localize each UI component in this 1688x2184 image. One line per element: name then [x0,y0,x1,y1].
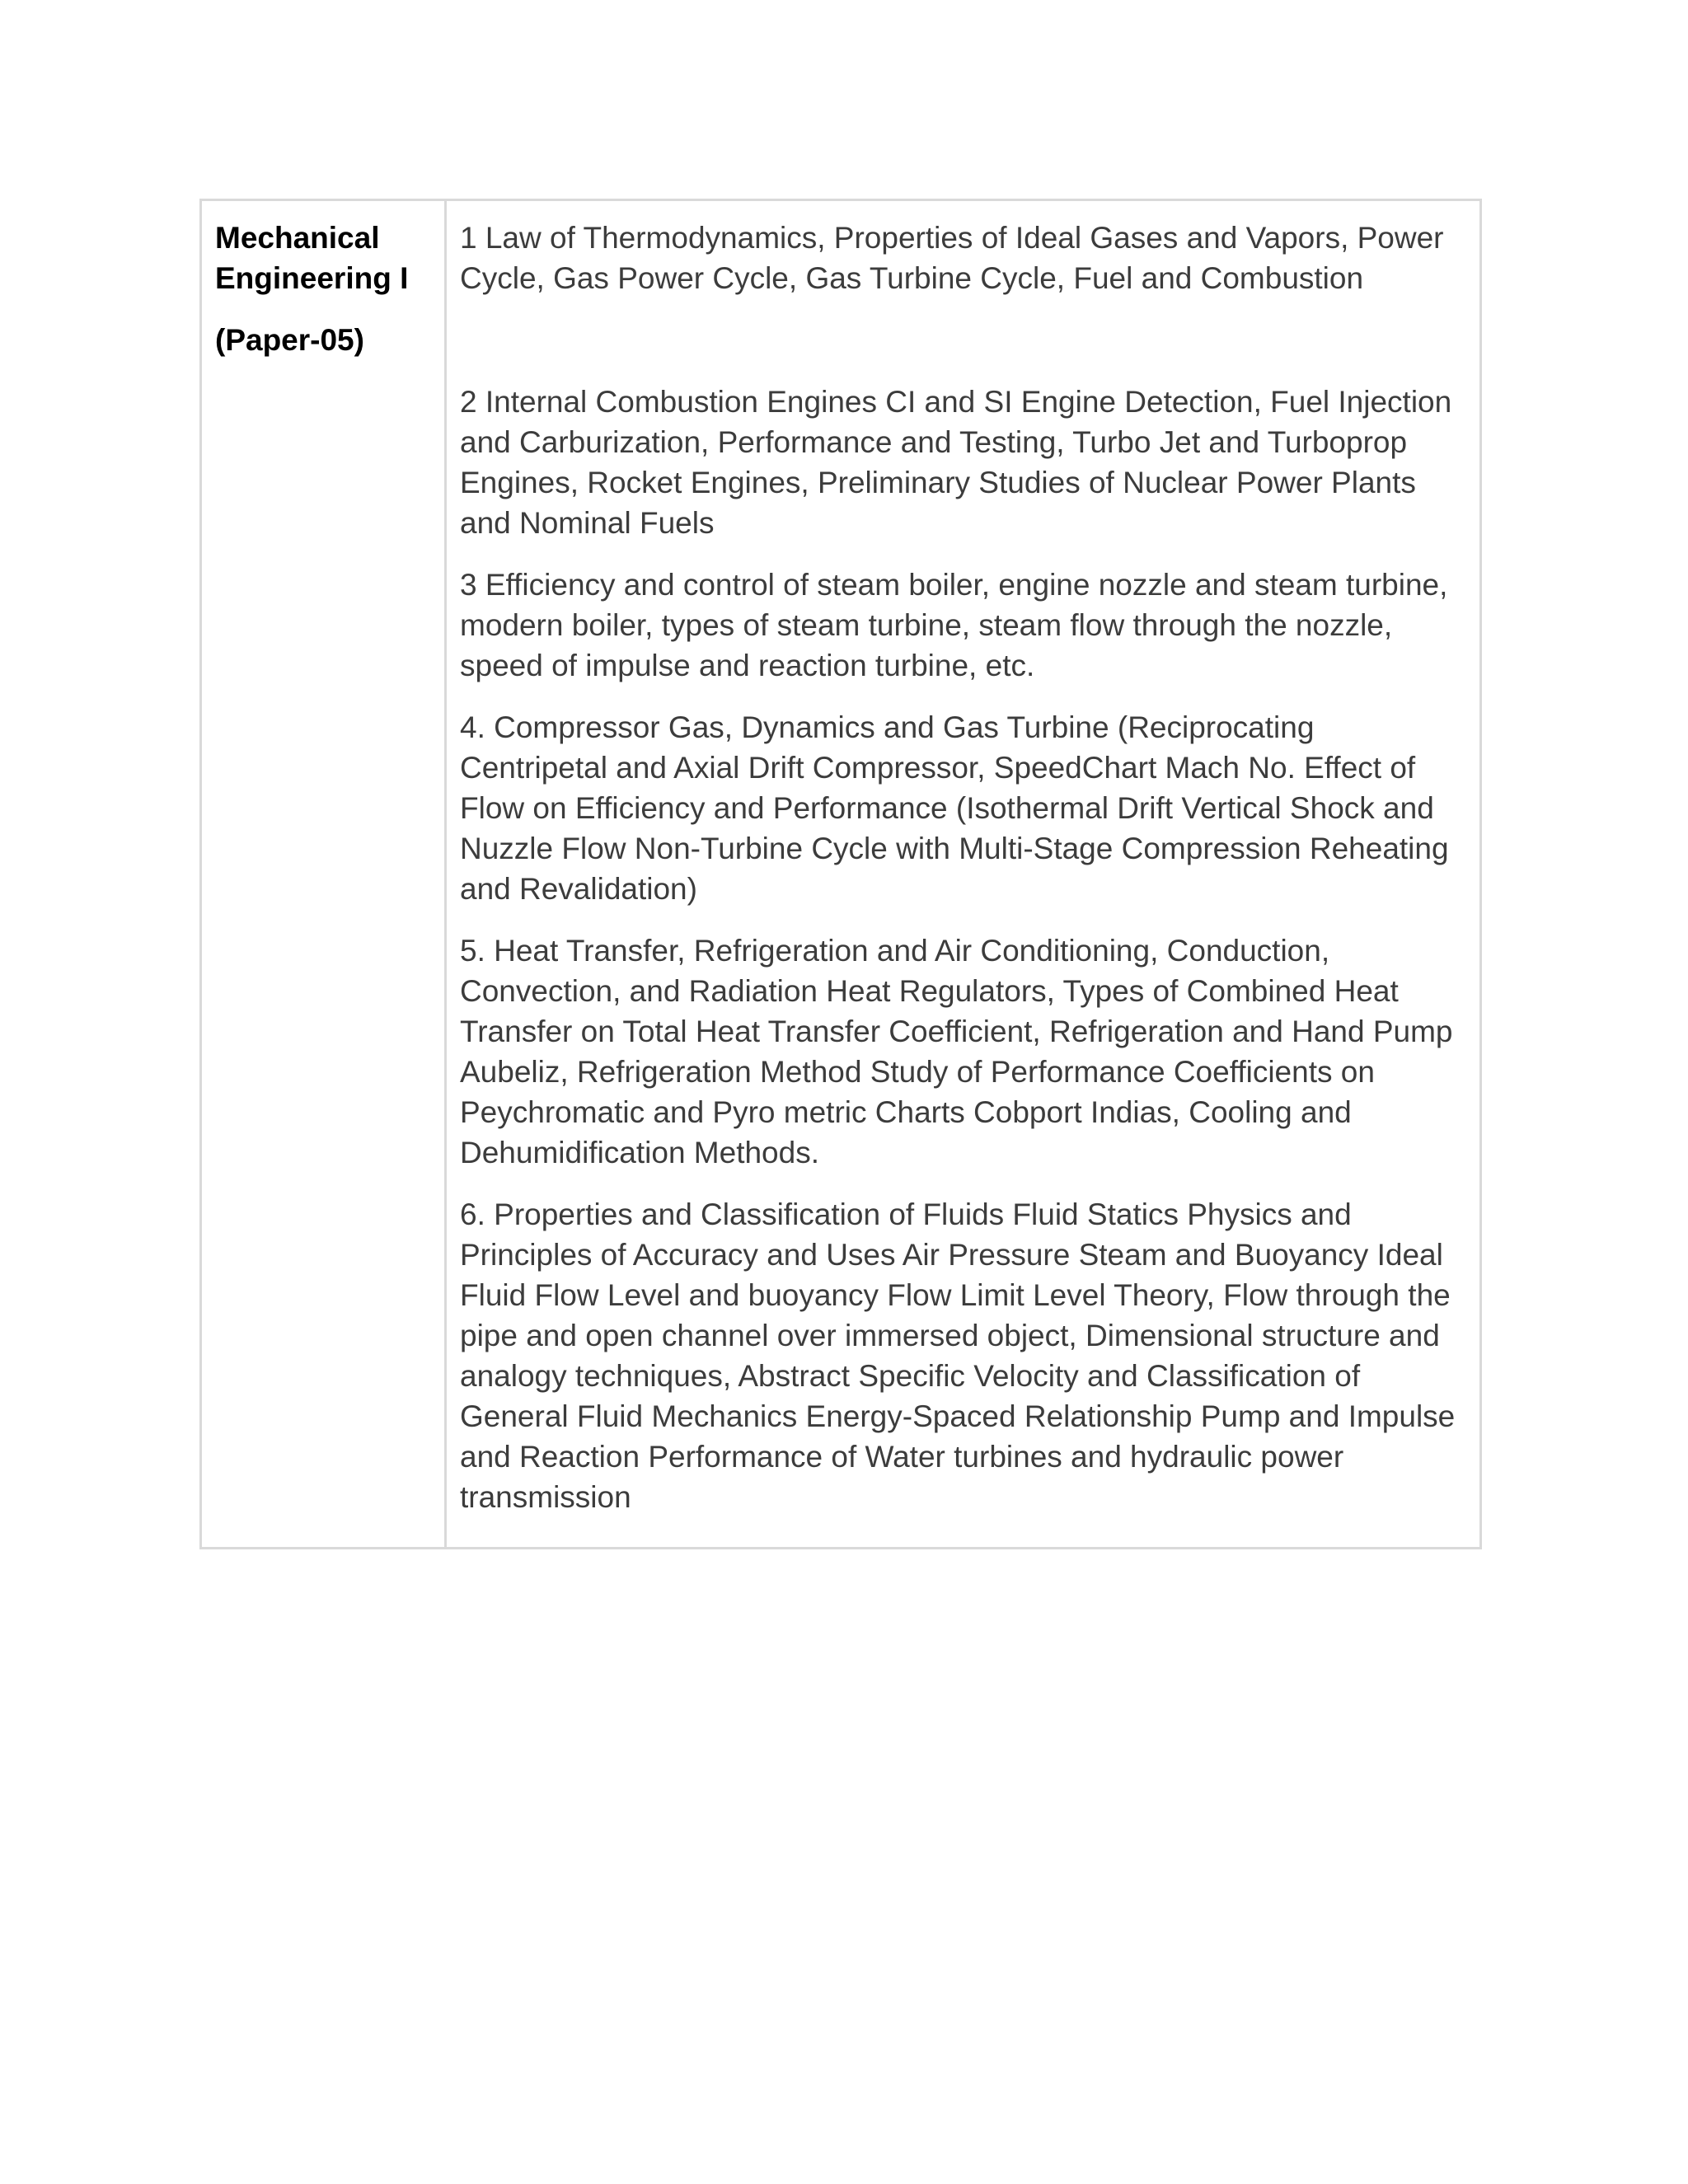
topic-1: 1 Law of Thermodynamics, Properties of Ideal Gases and Vapors, Power Cycle, Gas Power Cycle, Gas Turbine Cycle, Fuel and Combustion [460,221,1444,295]
topic-6: 6. Properties and Classification of Fluids Fluid Statics Physics and Principles of Accuracy and Uses Air Pressure Steam and Buoyancy Ideal Fluid Flow Level and buoyancy Flow Limit Level Theory, Flow through the pipe and open channel over immersed object, Dimensional structure and analogy techniques, Abstract Specific Velocity and Classification of General Fluid Mechanics Energy-Spaced Relationship Pump and Impulse and Reaction Performance of Water turbines and hydraulic power transmission [460,1197,1456,1514]
topic-2: 2 Internal Combustion Engines CI and SI Engine Detection, Fuel Injection and Carburization, Performance and Testing, Turbo Jet and Turboprop Engines, Rocket Engines, Preliminary Studies of Nuclear Power Plants and Nominal Fuels [460,385,1452,540]
topic-4: 4. Compressor Gas, Dynamics and Gas Turbine (Reciprocating Centripetal and Axial Drift Compressor, SpeedChart Mach No. Effect of Flow on Efficiency and Performance (Isothermal Drift Vertical Shock and Nuzzle Flow Non-Turbine Cycle with Multi-Stage Compression Reheating and Revalidation) [460,710,1449,906]
subject-title-line1: Mechanical [215,221,380,255]
subject-title-line2: Engineering I [215,261,409,295]
topic-5: 5. Heat Transfer, Refrigeration and Air Conditioning, Conduction, Convection, and Radiation Heat Regulators, Types of Combined Heat Transfer on Total Heat Transfer Coefficient, Refrigeration and Hand Pump Aubeliz, Refrigeration Method Study of Performance Coefficients on Peychromatic and Pyro metric Charts Cobport Indias, Cooling and Dehumidification Methods. [460,934,1453,1169]
topic-3: 3 Efficiency and control of steam boiler, engine nozzle and steam turbine, modern boiler, types of steam turbine, steam flow through the nozzle, speed of impulse and reaction turbine, etc. [460,568,1448,682]
table-row [201,200,1481,1549]
subject-cell [201,200,446,1549]
syllabus-table [199,199,1482,1549]
subject-title [215,218,431,298]
paper-code: (Paper-05) [215,323,364,357]
topics-cell [446,200,1481,1549]
